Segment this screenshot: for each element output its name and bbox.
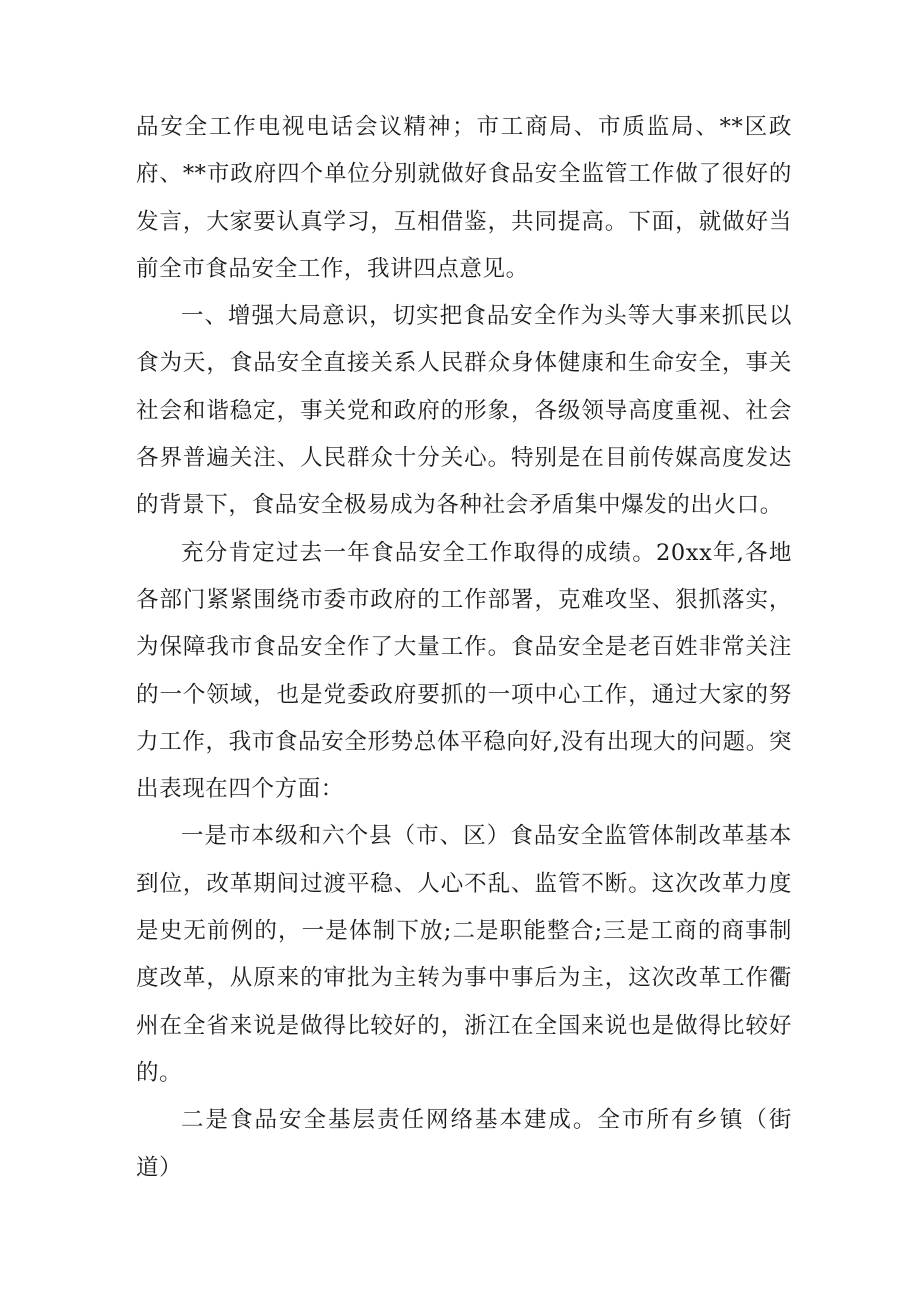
paragraph-continuation: 品安全工作电视电话会议精神；市工商局、市质监局、**区政府、**市政府四个单位分别就做好食品安全监管工作做了很好的发言，大家要认真学习，互相借鉴，共同提高。下面，就做好当前全市食品安全工作，我讲四点意见。: [136, 114, 792, 282]
paragraph-point-two: 二是食品安全基层责任网络基本建成。全市所有乡镇（街道）: [136, 1107, 792, 1181]
paragraph-section-one: 一、增强大局意识，切实把食品安全作为头等大事来抓民以食为天，食品安全直接关系人民群众身体健康和生命安全，事关社会和谐稳定，事关党和政府的形象，各级领导高度重视、社会各界普遍关注、人民群众十分关心。特别是在目前传媒高度发达的背景下，食品安全极易成为各种社会矛盾集中爆发的出火口。: [136, 303, 792, 519]
paragraph-point-one: 一是市本级和六个县（市、区）食品安全监管体制改革基本到位，改革期间过渡平稳、人心不乱、监管不断。这次改革力度是史无前例的，一是体制下放;二是职能整合;三是工商的商事制度改革，从原来的审批为主转为事中事后为主，这次改革工作衢州在全省来说是做得比较好的，浙江在全国来说也是做得比较好的。: [136, 823, 792, 1086]
paragraph-achievements: 充分肯定过去一年食品安全工作取得的成绩。20xx年,各地各部门紧紧围绕市委市政府的工作部署，克难攻坚、狠抓落实，为保障我市食品安全作了大量工作。食品安全是老百姓非常关注的一个领域，也是党委政府要抓的一项中心工作，通过大家的努力工作，我市食品安全形势总体平稳向好,没有出现大的问题。突出表现在四个方面：: [136, 539, 792, 803]
document-body: [136, 104, 792, 1192]
